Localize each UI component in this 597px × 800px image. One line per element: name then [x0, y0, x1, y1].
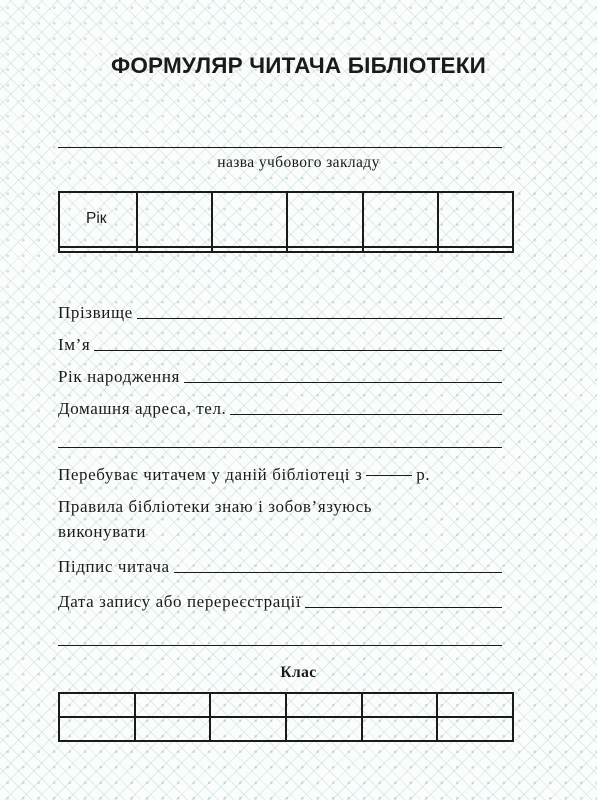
- class-table: [58, 692, 514, 742]
- class-cell[interactable]: [135, 717, 211, 741]
- surname-input-line[interactable]: [137, 317, 502, 319]
- year-cell[interactable]: [287, 247, 362, 252]
- surname-field: [58, 303, 502, 323]
- registration-date-label: Дата запису або перереєстрації: [58, 592, 302, 611]
- year-cell[interactable]: [137, 192, 212, 247]
- class-cell[interactable]: [210, 717, 286, 741]
- year-cell[interactable]: [363, 247, 438, 252]
- class-cell[interactable]: [210, 693, 286, 717]
- registration-date-field: [58, 592, 502, 612]
- year-cell[interactable]: [137, 247, 212, 252]
- address-input-line[interactable]: [230, 413, 502, 415]
- class-table-row-1: [59, 693, 513, 717]
- reader-since-suffix: р.: [416, 465, 431, 484]
- name-field: [58, 335, 502, 355]
- class-cell[interactable]: [286, 717, 362, 741]
- reader-since-label: Перебуває читачем у даній бібліотеці з: [58, 465, 363, 484]
- rules-statement: [58, 494, 502, 544]
- reader-since-field: [58, 462, 502, 487]
- class-cell[interactable]: [362, 693, 438, 717]
- form-title: ФОРМУЛЯР ЧИТАЧА БІБЛІОТЕКИ: [110, 53, 487, 78]
- year-label-cell-empty[interactable]: [59, 247, 137, 252]
- year-cell[interactable]: [363, 192, 438, 247]
- year-cell[interactable]: [212, 247, 287, 252]
- surname-label: Прізвище: [58, 303, 133, 322]
- rules-line-1: Правила бібліотеки знаю і зобов’язуюсь: [58, 497, 373, 516]
- signature-field: [58, 557, 502, 577]
- year-cell[interactable]: [438, 247, 513, 252]
- year-cell[interactable]: [212, 192, 287, 247]
- rules-line-2: виконувати: [58, 522, 147, 541]
- name-label: Ім’я: [58, 335, 91, 354]
- address-continuation-line[interactable]: [58, 447, 502, 448]
- year-cell[interactable]: [287, 192, 362, 247]
- year-table-row-1: [59, 192, 513, 247]
- year-cell[interactable]: [438, 192, 513, 247]
- class-cell[interactable]: [135, 693, 211, 717]
- class-cell[interactable]: [59, 693, 135, 717]
- year-label-cell: Рік: [59, 192, 137, 247]
- class-cell[interactable]: [437, 693, 513, 717]
- extra-blank-line[interactable]: [58, 645, 502, 646]
- school-name-line[interactable]: [58, 147, 502, 148]
- class-cell[interactable]: [286, 693, 362, 717]
- school-name-caption: назва учбового закладу: [217, 154, 380, 171]
- birth-year-label: Рік народження: [58, 367, 180, 386]
- class-cell[interactable]: [59, 717, 135, 741]
- class-cell[interactable]: [437, 717, 513, 741]
- class-caption: Клас: [280, 664, 317, 681]
- class-cell[interactable]: [362, 717, 438, 741]
- signature-input-line[interactable]: [174, 571, 502, 573]
- birth-year-input-line[interactable]: [184, 381, 502, 383]
- name-input-line[interactable]: [94, 349, 502, 351]
- address-field: [58, 399, 502, 419]
- class-table-row-2: [59, 717, 513, 741]
- address-label: Домашня адреса, тел.: [58, 399, 227, 418]
- reader-since-year-blank[interactable]: [366, 474, 412, 476]
- year-table-row-2: [59, 247, 513, 252]
- signature-label: Підпис читача: [58, 557, 170, 576]
- year-table: [58, 191, 514, 253]
- birth-year-field: [58, 367, 502, 387]
- registration-date-input-line[interactable]: [305, 606, 502, 608]
